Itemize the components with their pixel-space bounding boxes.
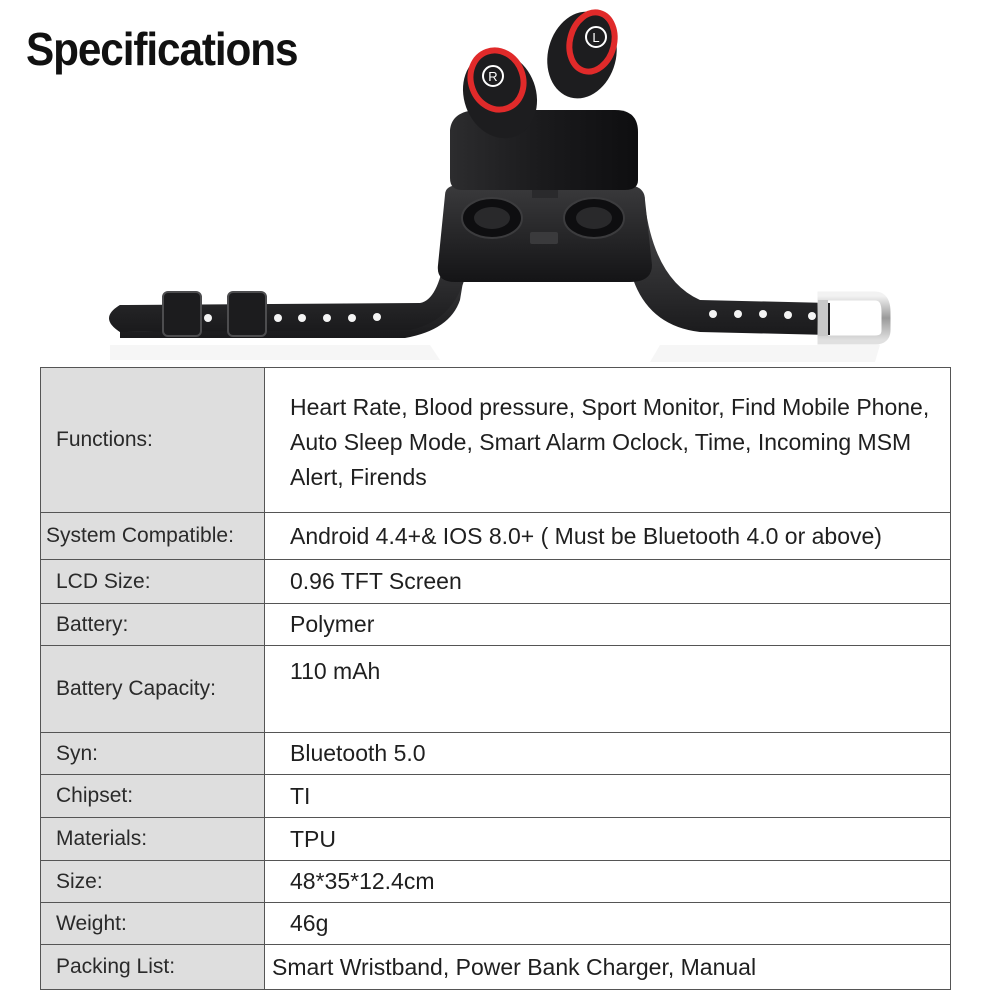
buckle	[822, 296, 886, 340]
table-row	[41, 903, 951, 945]
table-row	[41, 945, 951, 990]
strap-keeper	[228, 292, 266, 336]
right-strap	[620, 205, 830, 335]
strap-keeper	[163, 292, 201, 336]
spec-label: Syn:	[41, 733, 265, 775]
spec-label: Chipset:	[41, 775, 265, 818]
product-image	[0, 0, 1001, 370]
table-row	[41, 604, 951, 646]
table-row	[41, 646, 951, 733]
page-title: Specifications	[26, 23, 298, 75]
earbud-left	[538, 4, 626, 107]
spec-value: TI	[265, 775, 951, 818]
spec-value: Heart Rate, Blood pressure, Sport Monitor, Find Mobile Phone, Auto Sleep Mode, Smart Alarm Oclock, Time, Incoming MSM Alert, Firends	[265, 368, 951, 513]
table-row	[41, 733, 951, 775]
table-row	[41, 368, 951, 513]
spec-label: Functions:	[41, 368, 265, 513]
spec-label: Size:	[41, 861, 265, 903]
spec-value: Bluetooth 5.0	[265, 733, 951, 775]
table-row	[41, 861, 951, 903]
spec-label: Battery:	[41, 604, 265, 646]
spec-label: Materials:	[41, 818, 265, 861]
spec-table	[40, 367, 951, 990]
spec-value: Android 4.4+& IOS 8.0+ ( Must be Bluetooth 4.0 or above)	[265, 513, 951, 560]
spec-value: 110 mAh	[265, 646, 951, 733]
svg-text:L: L	[592, 30, 600, 45]
table-row	[41, 818, 951, 861]
spec-value: Smart Wristband, Power Bank Charger, Manual	[265, 945, 951, 990]
table-row	[41, 775, 951, 818]
table-row	[41, 560, 951, 604]
spec-value: 0.96 TFT Screen	[265, 560, 951, 604]
spec-label: Packing List:	[41, 945, 265, 990]
spec-label: System Compatible:	[41, 513, 265, 560]
spec-value: 46g	[265, 903, 951, 945]
spec-value: Polymer	[265, 604, 951, 646]
svg-text:R: R	[488, 69, 498, 84]
spec-value: TPU	[265, 818, 951, 861]
spec-label: Battery Capacity:	[41, 646, 265, 733]
spec-label: LCD Size:	[41, 560, 265, 604]
spec-label: Weight:	[41, 903, 265, 945]
table-row	[41, 513, 951, 560]
spec-value: 48*35*12.4cm	[265, 861, 951, 903]
